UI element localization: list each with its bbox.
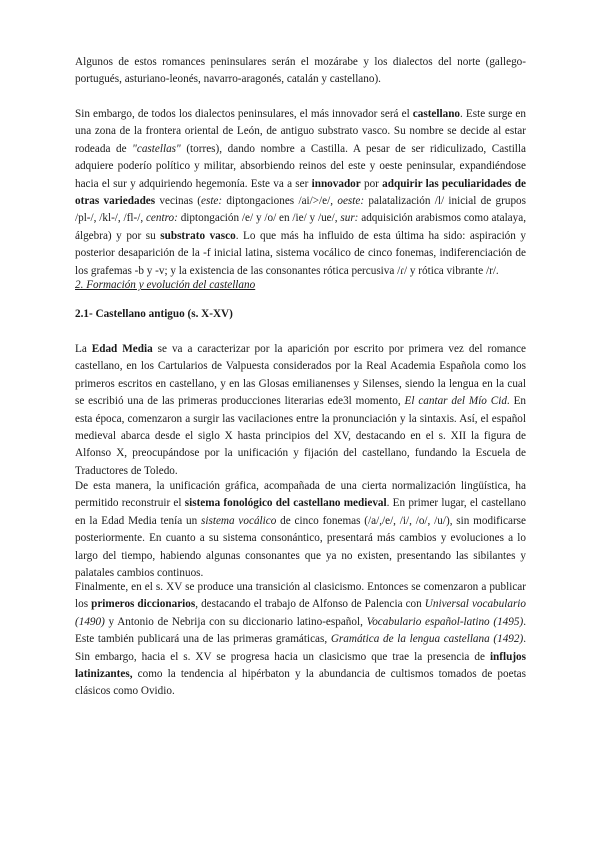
text-run: como la tendencia al hipérbaton y la abundancia de cultismos tomados de poetas clásicos como Ovidio. xyxy=(75,668,526,698)
bold-run: Edad Media xyxy=(91,343,153,355)
italic-run: sistema vocálico xyxy=(201,514,277,527)
bold-run: influjos latinizantes, xyxy=(75,650,526,681)
text-run: Finalmente, en el s. XV se produce una transición al clasicismo. Entonces se comenzaron a publicar los xyxy=(75,581,526,611)
text-run: diptongaciones /ai/>/e/, xyxy=(222,195,338,208)
text-run: (torres), dando nombre a Castilla. A pesar de ser ridiculizado, Castilla adquiere poderío político y militar, absorbiendo reinos del este y oeste peninsular, expandiéndose hacia el sur y adquiriendo hegemonía. Este va a ser xyxy=(75,142,526,190)
text-run: palatalización /l/ inicial de grupos /pl-/, /kl-/, /fl-/, xyxy=(75,195,526,225)
text-run: De esta manera, la unificación gráfica, acompañada de una cierta normalización lingüística, ha permitido reconstruir el xyxy=(75,480,526,510)
italic-run: "castellas" xyxy=(132,142,181,155)
text-run: , destacando el trabajo de Alfonso de Palencia con xyxy=(195,598,425,611)
paragraph-romances xyxy=(75,54,526,89)
bold-run: castellano xyxy=(412,108,461,120)
bold-run: primeros diccionarios xyxy=(91,598,196,611)
italic-run: este: xyxy=(201,195,223,208)
paragraph-castellano-innovador xyxy=(75,106,526,280)
text-run: por xyxy=(360,177,383,190)
bold-run: innovador xyxy=(311,177,361,190)
italic-run: Vocabulario español-latino (1495) xyxy=(366,615,524,628)
paragraph-clasicismo xyxy=(75,579,526,701)
text-run: vecinas ( xyxy=(155,195,201,208)
paragraph-edad-media xyxy=(75,341,526,480)
italic-run: sur: xyxy=(340,212,359,225)
bold-run: adquirir las peculiaridades de otras variedades xyxy=(75,177,526,208)
text-run: . En esta época, comenzaron a surgir las vacilaciones entre la pronunciación y la sintaxis. Así, el español medieval abarca desde el siglo X hasta principios del XV, destacando en el s. XII la figura de Alfonso X, preocupándose por la unificación y fijación del castellano, fundando la Escuela de Traductores de Toledo. xyxy=(75,395,526,477)
text-run: se va a caracterizar por la aparición por escrito por primera vez del romance castellano, en los Cartularios de Valpuesta considerados por la Real Academia Española como los primeros escritos en castellano, y en las Glosas emilianenses y Silenses, siendo la lengua en la cual se escribió una de las primeras producciones literarias ede3l momento, xyxy=(75,343,526,408)
text-run: La xyxy=(75,343,92,355)
bold-run: substrato vasco xyxy=(160,229,236,242)
section-heading: 2. Formación y evolución del castellano xyxy=(75,279,256,291)
bold-run: sistema fonológico del castellano medieval xyxy=(184,497,387,510)
paragraph-sistema-fonologico xyxy=(75,478,526,582)
italic-run: oeste: xyxy=(337,195,365,208)
text-run: . En primer lugar, el castellano en la Edad Media tenía un xyxy=(75,497,526,527)
text-run: . Este surge en una zona de la frontera oriental de León, de antiguo substrato vasco. Su nombre se decide al estar rodeada de xyxy=(75,108,526,155)
text-run: . Este también publicará una de las primeras gramáticas, xyxy=(75,615,526,646)
text-run: diptongación /e/ y /o/ en /ie/ y /ue/, xyxy=(177,212,341,225)
subsection-heading: 2.1- Castellano antiguo (s. X-XV) xyxy=(75,308,233,320)
text-run: adquisición arabismos como atalaya, álgebra) y por su xyxy=(75,212,527,242)
text-run: y Antonio de Nebrija con su diccionario latino-español, xyxy=(104,615,367,628)
text-run: Sin embargo, de todos los dialectos peninsulares, el más innovador será el xyxy=(75,108,413,120)
text-run: de cinco fonemas (/a/,/e/, /i/, /o/, /u/), sin modificarse posteriormente. En cuanto a su sistema consonántico, presentará más cambios y evoluciones a lo largo del tiempo, habiendo algunas consonantes que ya no existen, presentando las sibilantes y palatales cambios continuos. xyxy=(75,514,526,580)
text-run: . Sin embargo, hacia el s. XV se progresa hacia un clasicismo que trae la presencia de xyxy=(75,633,527,663)
italic-run: Universal vocabulario (1490) xyxy=(75,598,527,628)
italic-run: El cantar del Mío Cid xyxy=(404,395,507,408)
text-run: . Lo que más ha influido de esta última ha sido: aspiración y posterior desaparición de la -f inicial latina, sistema vocálico de cinco fonemas, indiferenciación de los grafemas -b y -v; y la existencia de las consonantes rótica percusiva /ɾ/ y rótica vibrante /r/. xyxy=(75,229,527,277)
italic-run: centro: xyxy=(145,212,178,225)
italic-run: Gramática de la lengua castellana (1492) xyxy=(330,633,524,646)
text-run: Algunos de estos romances peninsulares serán el mozárabe y los dialectos del norte (gallego-portugués, asturiano-leonés, navarro-aragonés, catalán y castellano). xyxy=(75,56,526,86)
